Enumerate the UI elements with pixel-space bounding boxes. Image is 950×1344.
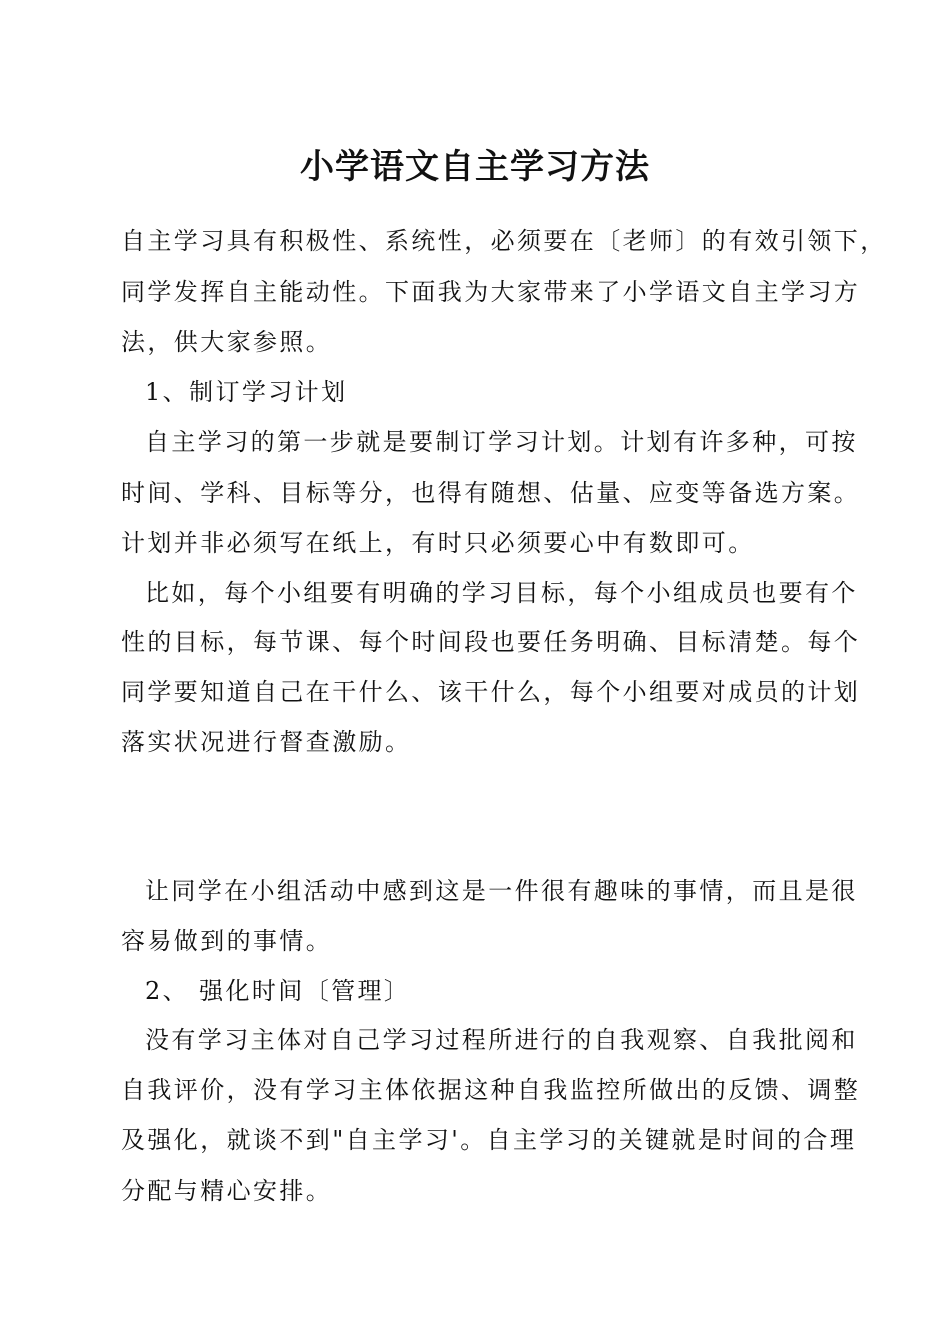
paragraph-line: 法，供大家参照。	[121, 328, 333, 356]
paragraph-line: 比如，每个小组要有明确的学习目标，每个小组成员也要有个	[145, 579, 858, 607]
paragraph-line: 自主学习具有积极性、系统性，必须要在〔老师〕的有效引领下，	[121, 227, 887, 255]
paragraph-line: 同学要知道自己在干什么、该干什么，每个小组要对成员的计划	[121, 678, 861, 706]
paragraph-line: 让同学在小组活动中感到这是一件很有趣味的事情，而且是很	[145, 877, 858, 905]
paragraph-line: 时间、学科、目标等分，也得有随想、估量、应变等备选方案。	[121, 479, 861, 507]
paragraph-line: 落实状况进行督查激励。	[121, 728, 412, 756]
paragraph-line: 自主学习的第一步就是要制订学习计划。计划有许多种，可按	[145, 428, 858, 456]
paragraph-line: 分配与精心安排。	[121, 1177, 333, 1205]
document-title: 小学语文自主学习方法	[300, 147, 650, 187]
paragraph-line: 性的目标，每节课、每个时间段也要任务明确、目标清楚。每个	[121, 628, 861, 656]
paragraph-line: 及强化，就谈不到"自主学习'。自主学习的关键就是时间的合理	[121, 1126, 857, 1154]
section-heading-1: 1、制订学习计划	[145, 378, 348, 406]
section-heading-2: 2、 强化时间〔管理〕	[145, 977, 411, 1005]
paragraph-line: 计划并非必须写在纸上，有时只必须要心中有数即可。	[121, 529, 755, 557]
paragraph-line: 容易做到的事情。	[121, 927, 333, 955]
paragraph-line: 同学发挥自主能动性。下面我为大家带来了小学语文自主学习方	[121, 278, 861, 306]
paragraph-line: 自我评价，没有学习主体依据这种自我监控所做出的反馈、调整	[121, 1076, 861, 1104]
paragraph-line: 没有学习主体对自己学习过程所进行的自我观察、自我批阅和	[145, 1026, 858, 1054]
